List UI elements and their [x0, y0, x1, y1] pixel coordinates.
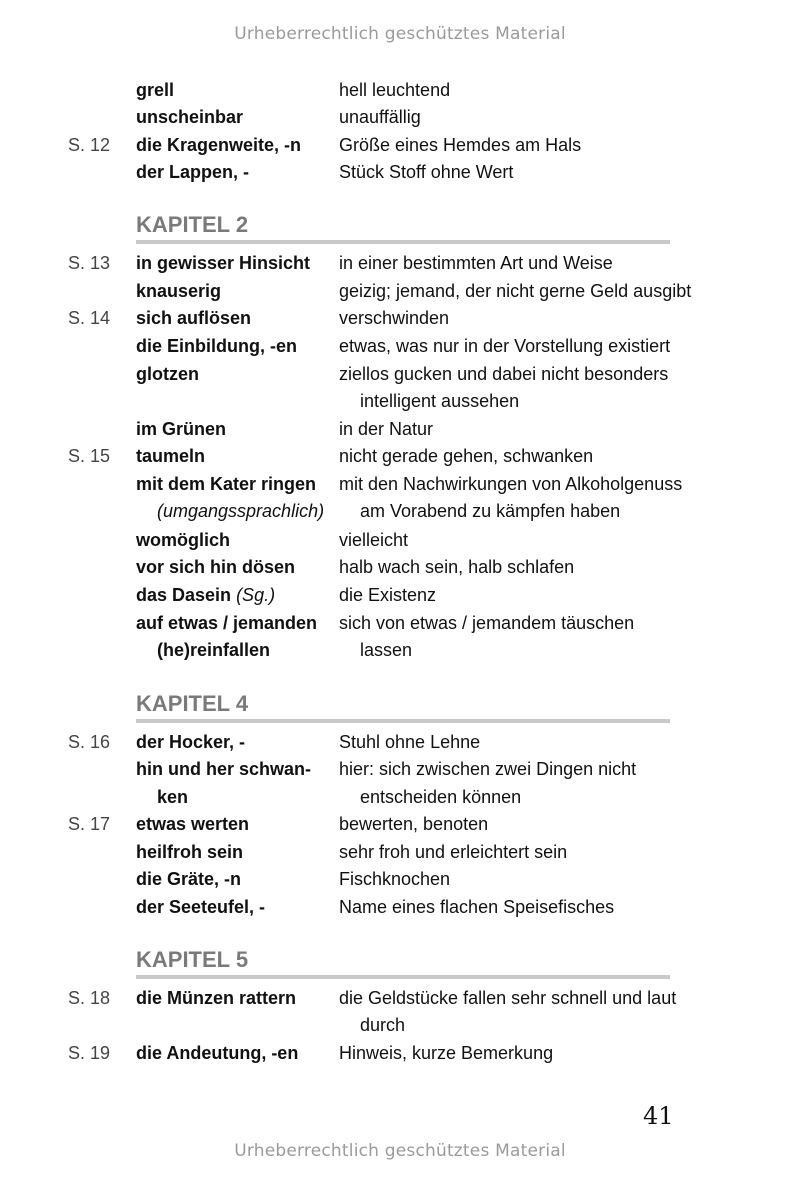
entry-term: hin und her schwan-: [136, 759, 312, 779]
entry-term: der Hocker, -: [136, 732, 246, 752]
page-number: 41: [643, 1102, 674, 1130]
page-reference: S. 19: [68, 1043, 111, 1063]
entry-definition: Stuhl ohne Lehne: [339, 732, 481, 752]
glossary-entry: [0, 277, 800, 305]
page-reference: S. 18: [68, 988, 111, 1008]
entry-definition: unauffällig: [339, 107, 421, 127]
glossary-entry: [0, 810, 800, 838]
term-text: das Dasein: [136, 585, 232, 605]
glossary-entry: [0, 360, 800, 388]
entry-term: heilfroh sein: [136, 842, 244, 862]
glossary-entry: [0, 332, 800, 360]
entry-definition: etwas, was nur in der Vorstellung existiert: [339, 336, 671, 356]
chapter-title: KAPITEL 2: [136, 212, 249, 237]
entry-definition: verschwinden: [339, 308, 450, 328]
entry-definition-continuation: durch: [360, 1015, 406, 1035]
usage-note: (umgangssprachlich): [157, 501, 325, 521]
entry-definition-continuation: lassen: [360, 640, 413, 660]
copyright-watermark-top: Urheberrechtlich geschütztes Material: [234, 24, 566, 44]
entry-definition: Größe eines Hemdes am Hals: [339, 135, 582, 155]
glossary-entry: [0, 158, 800, 186]
entry-term: taumeln: [136, 446, 206, 466]
chapter-title: KAPITEL 4: [136, 691, 249, 716]
entry-definition: sehr froh und erleichtert sein: [339, 842, 568, 862]
entry-definition: halb wach sein, halb schlafen: [339, 557, 575, 577]
entry-term: womöglich: [136, 530, 230, 550]
glossary-entry: [0, 609, 800, 637]
entry-definition: die Existenz: [339, 585, 437, 605]
entry-definition: bewerten, benoten: [339, 814, 489, 834]
entry-term: auf etwas / jemanden: [136, 613, 318, 633]
page-reference: S. 13: [68, 253, 111, 273]
glossary-entry: [0, 865, 800, 893]
glossary-entry: [0, 442, 800, 470]
glossary-entry: [0, 581, 800, 609]
entry-term: unscheinbar: [136, 107, 244, 127]
entry-term: die Münzen rattern: [136, 988, 297, 1008]
glossary-entry: [0, 103, 800, 131]
entry-definition-continuation: entscheiden können: [360, 787, 522, 807]
entry-definition: in der Natur: [339, 419, 434, 439]
glossary-entry: [0, 526, 800, 554]
entry-definition: in einer bestimmten Art und Weise: [339, 253, 613, 273]
chapter-heading: [136, 210, 670, 244]
entry-definition: sich von etwas / jemandem täuschen: [339, 613, 635, 633]
glossary-entry-continuation: [0, 636, 800, 664]
glossary-entry: [0, 553, 800, 581]
entry-definition: Stück Stoff ohne Wert: [339, 162, 514, 182]
page-reference: S. 17: [68, 814, 111, 834]
glossary-entry: [0, 755, 800, 783]
copyright-watermark-bottom: Urheberrechtlich geschütztes Material: [234, 1141, 566, 1161]
entry-term: die Andeutung, -en: [136, 1043, 299, 1063]
glossary-entry: [0, 838, 800, 866]
chapter-title: KAPITEL 5: [136, 947, 249, 972]
entry-definition: ziellos gucken und dabei nicht besonders: [339, 364, 669, 384]
glossary-entry: [0, 728, 800, 756]
entry-definition: hier: sich zwischen zwei Dingen nicht: [339, 759, 637, 779]
glossary-entry: [0, 304, 800, 332]
page-reference: S. 12: [68, 135, 111, 155]
entry-term: die Kragenweite, -n: [136, 135, 302, 155]
entry-term: mit dem Kater ringen: [136, 474, 317, 494]
glossary-entry-continuation: [0, 1011, 800, 1039]
entry-definition: nicht gerade gehen, schwanken: [339, 446, 594, 466]
entry-definition-continuation: am Vorabend zu kämpfen haben: [360, 501, 621, 521]
glossary-entry: [0, 1039, 800, 1067]
entry-definition: Hinweis, kurze Bemerkung: [339, 1043, 554, 1063]
entry-term: der Seeteufel, -: [136, 897, 266, 917]
glossary-entry-continuation: [0, 783, 800, 811]
usage-note: (Sg.): [236, 585, 276, 605]
entry-term: etwas werten: [136, 814, 250, 834]
entry-term: grell: [136, 80, 175, 100]
page-reference: S. 14: [68, 308, 111, 328]
glossary-entry-continuation: [0, 387, 800, 415]
page-reference: S. 15: [68, 446, 111, 466]
entry-definition: hell leuchtend: [339, 80, 451, 100]
glossary-entry: [0, 249, 800, 277]
entry-term-continuation: (he)reinfallen: [157, 640, 271, 660]
entry-term-continuation: ken: [157, 787, 189, 807]
entry-definition: Fischknochen: [339, 869, 451, 889]
entry-term: vor sich hin dösen: [136, 557, 296, 577]
entry-definition: mit den Nachwirkungen von Alkoholgenuss: [339, 474, 683, 494]
glossary-entry: [0, 76, 800, 104]
glossary-entry: [0, 131, 800, 159]
entry-term: die Gräte, -n: [136, 869, 242, 889]
chapter-heading: [136, 689, 670, 723]
entry-term: die Einbildung, -en: [136, 336, 297, 356]
chapter-heading: [136, 945, 670, 979]
entry-term: im Grünen: [136, 419, 227, 439]
entry-term: [136, 581, 275, 609]
glossary-entry: [0, 893, 800, 921]
entry-definition: die Geldstücke fallen sehr schnell und laut: [339, 988, 677, 1008]
entry-definition-continuation: intelligent aussehen: [360, 391, 520, 411]
entry-term: in gewisser Hinsicht: [136, 253, 311, 273]
glossary-entry: [0, 415, 800, 443]
glossary-entry: [0, 470, 800, 498]
entry-definition: vielleicht: [339, 530, 409, 550]
entry-term: der Lappen, -: [136, 162, 250, 182]
entry-definition: geizig; jemand, der nicht gerne Geld ausgibt: [339, 281, 692, 301]
glossary-entry: [0, 984, 800, 1012]
entry-term: glotzen: [136, 364, 199, 384]
page-reference: S. 16: [68, 732, 111, 752]
glossary-entry-continuation: [0, 497, 800, 525]
entry-term: knauserig: [136, 281, 222, 301]
entry-definition: Name eines flachen Speisefisches: [339, 897, 615, 917]
entry-term: sich auflösen: [136, 308, 252, 328]
